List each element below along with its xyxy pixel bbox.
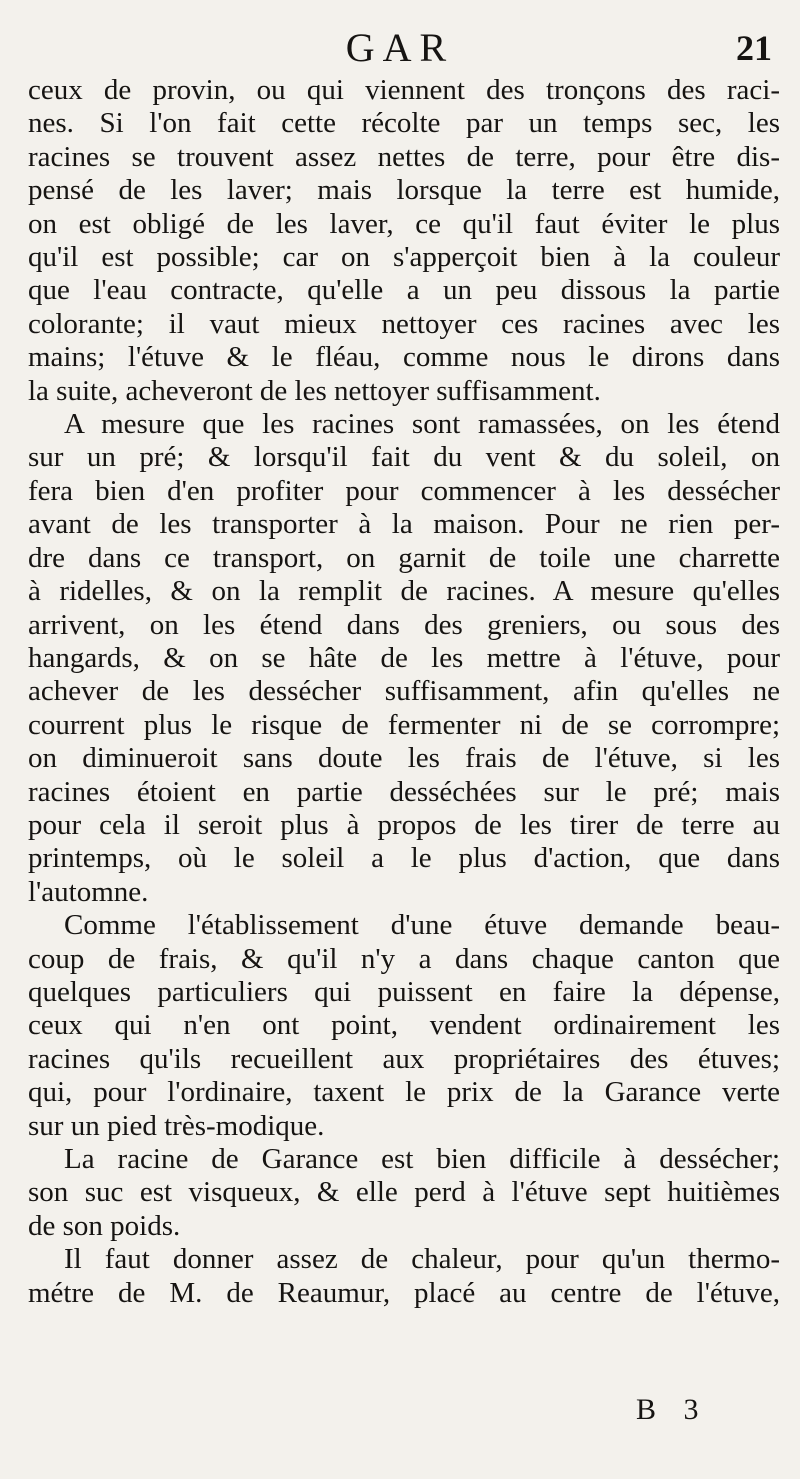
paragraph-4 <box>28 1143 780 1243</box>
paragraph-2 <box>28 408 780 909</box>
text-line: nes. Si l'on fait cette récolte par un temps sec, les <box>28 107 780 140</box>
running-head-title: GAR <box>345 25 455 70</box>
text-line: achever de les dessécher suffisamment, afin qu'elles ne <box>28 675 780 708</box>
text-line: ceux de provin, ou qui viennent des tronçons des raci- <box>28 74 780 106</box>
text-line: pensé de les laver; mais lorsque la terre est humide, <box>28 174 780 207</box>
text-line: mains; l'étuve & le fléau, comme nous le dirons dans <box>28 341 780 374</box>
text-line: quelques particuliers qui puissent en faire la dépense, <box>28 975 780 1008</box>
text-line: l'automne. <box>28 875 149 908</box>
text-line: racines étoient en partie desséchées sur le pré; mais <box>28 775 780 808</box>
text-line: Il faut donner assez de chaleur, pour qu'un thermo- <box>64 1243 780 1276</box>
text-line: qui, pour l'ordinaire, taxent le prix de la Garance verte <box>28 1076 780 1109</box>
text-line: A mesure que les racines sont ramassées, on les étend <box>64 408 780 441</box>
text-line: ceux qui n'en ont point, vendent ordinairement les <box>28 1009 780 1042</box>
text-line: la suite, acheveront de les nettoyer suffisamment. <box>28 374 601 407</box>
text-line: à ridelles, & on la remplit de racines. A mesure qu'elles <box>28 575 780 608</box>
text-line: son suc est visqueux, & elle perd à l'étuve sept huitièmes <box>28 1176 780 1209</box>
text-line: racines qu'ils recueillent aux propriétaires des étuves; <box>28 1042 780 1075</box>
text-line: fera bien d'en profiter pour commencer à les dessécher <box>28 474 780 507</box>
running-head <box>0 24 800 72</box>
text-line: sur un pied très-modique. <box>28 1109 325 1142</box>
text-line: on est obligé de les laver, ce qu'il faut éviter le plus <box>28 207 780 240</box>
text-line: La racine de Garance est bien difficile à dessécher; <box>64 1143 780 1175</box>
signature-mark: B 3 <box>636 1393 709 1426</box>
paragraph-5 <box>28 1243 780 1310</box>
paragraph-3 <box>28 909 780 1143</box>
text-line: hangards, & on se hâte de les mettre à l'étuve, pour <box>28 641 780 674</box>
text-line: colorante; il vaut mieux nettoyer ces racines avec les <box>28 307 780 340</box>
text-line: métre de M. de Reaumur, placé au centre de l'étuve, <box>28 1276 780 1309</box>
page-number: 21 <box>736 28 772 68</box>
text-line: sur un pré; & lorsqu'il fait du vent & du soleil, on <box>28 441 780 474</box>
text-line: que l'eau contracte, qu'elle a un peu dissous la partie <box>28 274 780 307</box>
text-line: qu'il est possible; car on s'apperçoit bien à la couleur <box>28 241 780 274</box>
text-line: de son poids. <box>28 1209 181 1242</box>
paragraph-1 <box>28 74 780 408</box>
text-line: courrent plus le risque de fermenter ni de se corrompre; <box>28 708 780 741</box>
text-line: on diminueroit sans doute les frais de l'étuve, si les <box>28 742 780 775</box>
text-line: Comme l'établissement d'une étuve demande beau- <box>64 909 780 942</box>
text-line: racines se trouvent assez nettes de terre, pour être dis- <box>28 140 780 173</box>
text-line: pour cela il seroit plus à propos de les tirer de terre au <box>28 808 780 841</box>
text-line: arrivent, on les étend dans des greniers, ou sous des <box>28 608 780 641</box>
text-line: dre dans ce transport, on garnit de toile une charrette <box>28 541 780 574</box>
text-line: coup de frais, & qu'il n'y a dans chaque canton que <box>28 942 780 975</box>
text-line: avant de les transporter à la maison. Pour ne rien per- <box>28 508 780 541</box>
text-line: printemps, où le soleil a le plus d'action, que dans <box>28 842 780 875</box>
body-text <box>28 74 780 1310</box>
